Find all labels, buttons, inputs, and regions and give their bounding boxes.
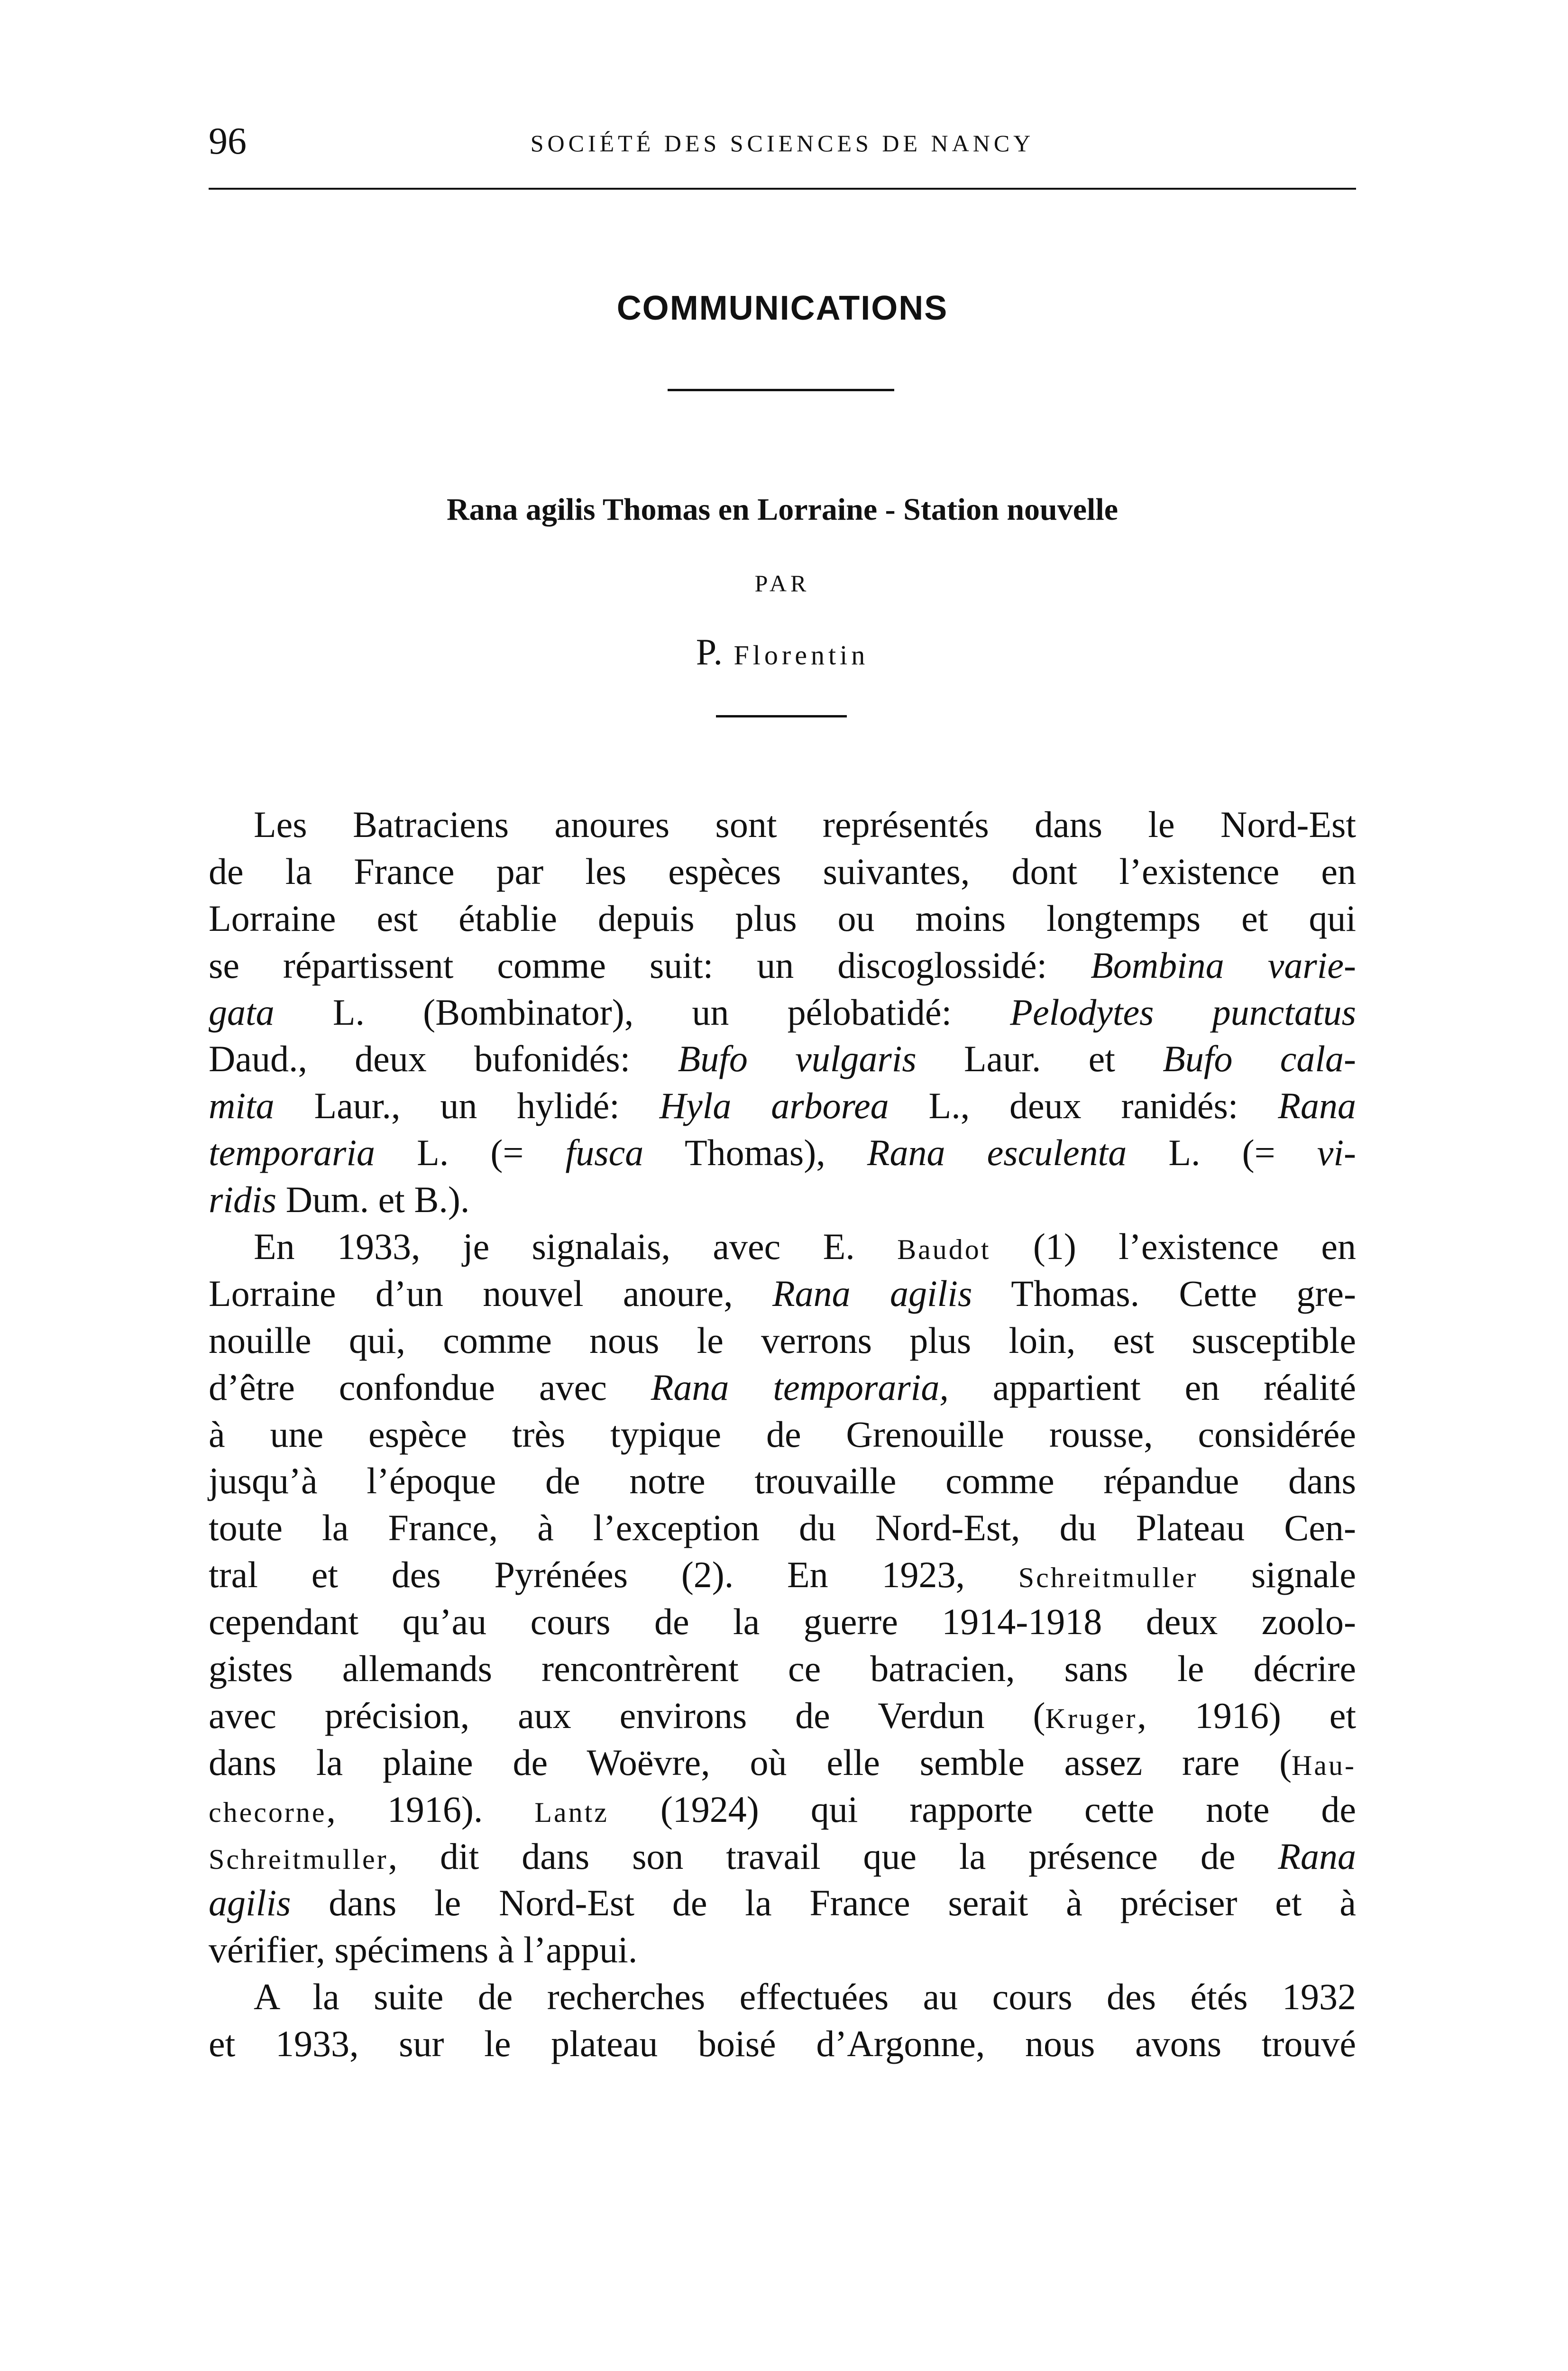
- text-line: Lorraine d’un nouvel anoure, Rana agilis Thomas. Cette gre-: [209, 1272, 1356, 1314]
- text-line: avec précision, aux environs de Verdun (Kruger, 1916) et: [209, 1694, 1357, 1736]
- text-line: se répartissent comme suit: un discoglossidé: Bombina varie-: [209, 944, 1356, 986]
- text-line: checorne, 1916). Lantz (1924) qui rapporte cette note de: [209, 1788, 1356, 1830]
- author-surname: Florentin: [734, 640, 869, 671]
- text-line: Lorraine est établie depuis plus ou moins longtemps et qui: [209, 897, 1356, 939]
- text-line: temporaria L. (= fusca Thomas), Rana esculenta L. (= vi-: [209, 1132, 1357, 1174]
- text-line: nouille qui, comme nous le verrons plus loin, est susceptible: [209, 1319, 1356, 1361]
- text-line: En 1933, je signalais, avec E. Baudot (1) l’existence en: [254, 1226, 1356, 1268]
- running-header: SOCIÉTÉ DES SCIENCES DE NANCY: [530, 130, 1035, 156]
- author-rule: [716, 715, 847, 717]
- text-line: et 1933, sur le plateau boisé d’Argonne, nous avons trouvé: [209, 2023, 1356, 2065]
- header-rule: [209, 188, 1356, 190]
- text-line: dans la plaine de Woëvre, où elle semble assez rare (Hau-: [209, 1741, 1356, 1783]
- text-line: jusqu’à l’époque de notre trouvaille comme répandue dans: [209, 1460, 1356, 1502]
- section-title: COMMUNICATIONS: [616, 289, 948, 327]
- text-line: tral et des Pyrénées (2). En 1923, Schreitmuller signale: [209, 1554, 1356, 1596]
- text-line: A la suite de recherches effectuées au cours des étés 1932: [254, 1976, 1356, 2018]
- text-line: Schreitmuller, dit dans son travail que la présence de Rana: [209, 1835, 1356, 1877]
- text-line: agilis dans le Nord-Est de la France serait à préciser et à: [209, 1882, 1356, 1924]
- page-number: 96: [209, 120, 247, 162]
- author-initial: P.: [696, 631, 724, 672]
- text-line: à une espèce très typique de Grenouille rousse, considérée: [209, 1413, 1356, 1455]
- text-line: toute la France, à l’exception du Nord-Est, du Plateau Cen-: [209, 1507, 1356, 1549]
- text-line: gata L. (Bombinator), un pélobatidé: Pelodytes punctatus: [209, 991, 1356, 1033]
- section-rule: [668, 389, 894, 391]
- text-line: gistes allemands rencontrèrent ce batracien, sans le décrire: [209, 1648, 1356, 1690]
- text-line: d’être confondue avec Rana temporaria, appartient en réalité: [209, 1366, 1356, 1408]
- article-title: Rana agilis Thomas en Lorraine - Station nouvelle: [446, 492, 1119, 527]
- article-body: [209, 801, 1356, 2068]
- text-line: de la France par les espèces suivantes, dont l’existence en: [209, 850, 1356, 892]
- byline-par: PAR: [754, 570, 810, 597]
- author-name: [209, 631, 1356, 677]
- text-line: vérifier, spécimens à l’appui.: [209, 1929, 638, 1971]
- text-line: Daud., deux bufonidés: Bufo vulgaris Laur. et Bufo cala-: [209, 1038, 1356, 1080]
- text-line: mita Laur., un hylidé: Hyla arborea L., deux ranidés: Rana: [209, 1085, 1356, 1127]
- text-line: Les Batraciens anoures sont représentés dans le Nord-Est: [254, 804, 1356, 845]
- text-line: cependant qu’au cours de la guerre 1914-1918 deux zoolo-: [209, 1601, 1356, 1643]
- text-line: ridis Dum. et B.).: [209, 1179, 470, 1221]
